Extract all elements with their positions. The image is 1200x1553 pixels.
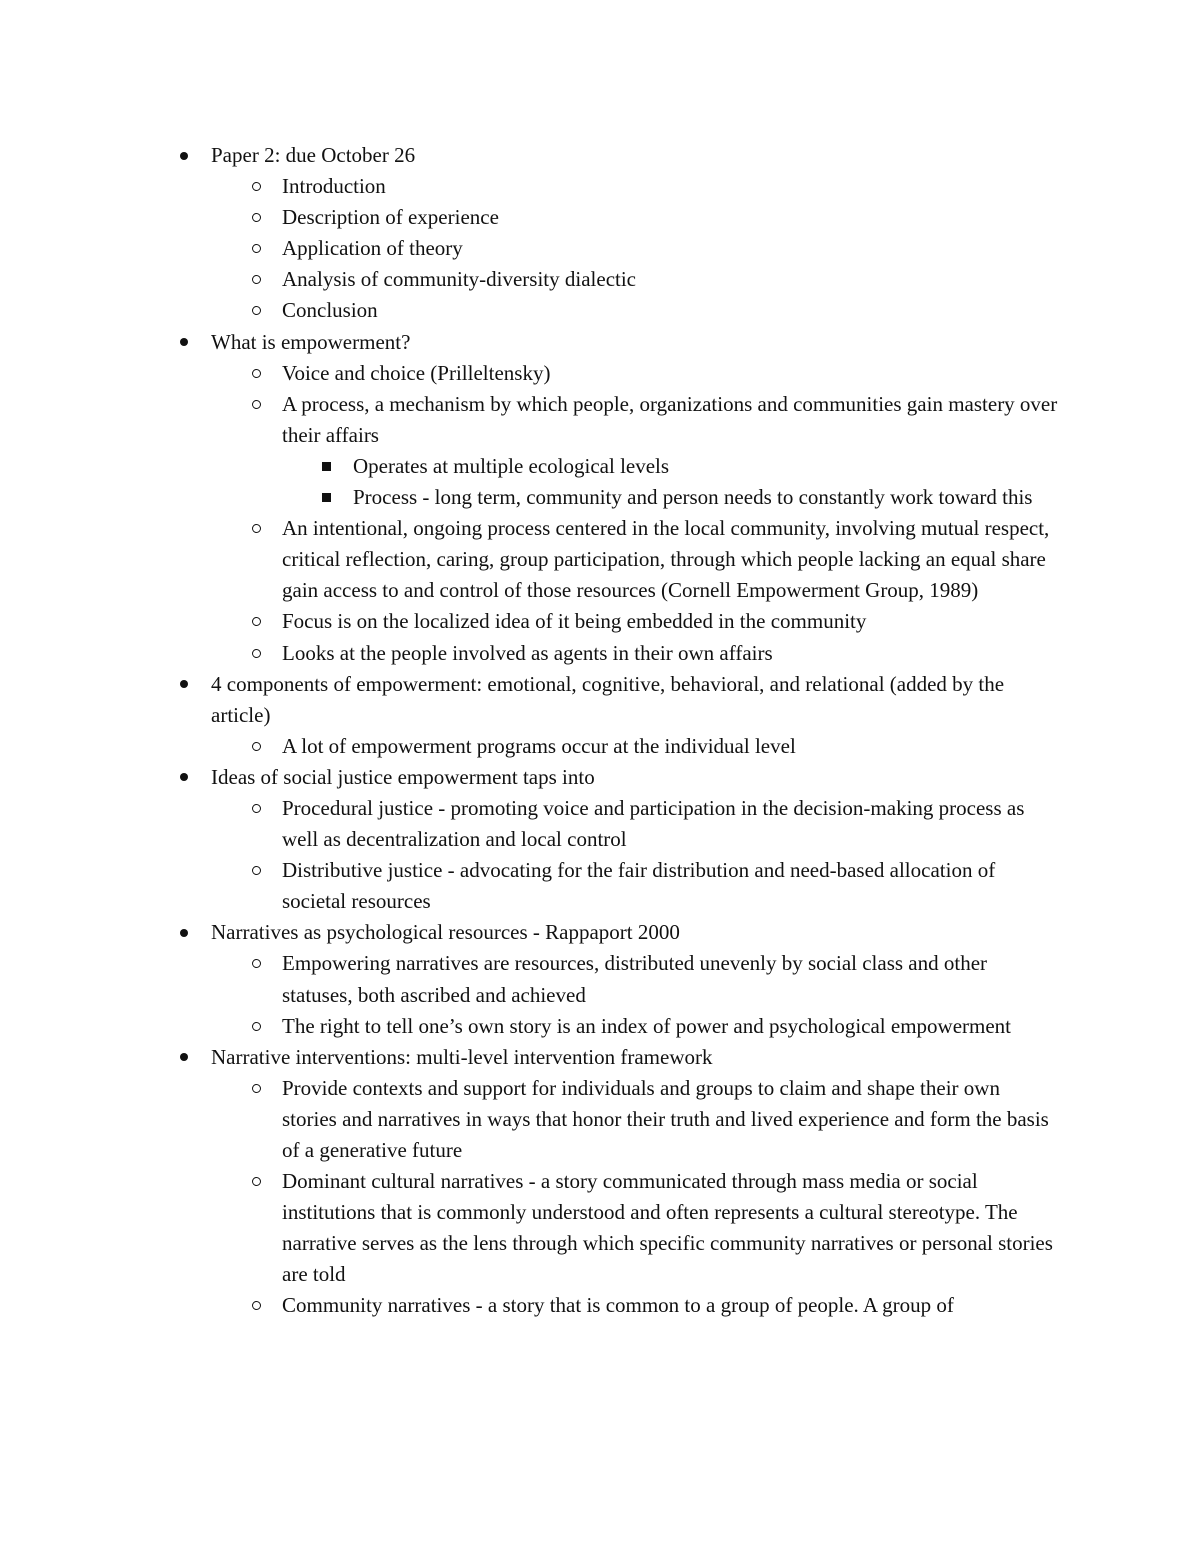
list-item-text: Community narratives - a story that is common to a group of people. A group of bbox=[282, 1293, 954, 1318]
hollow-circle-bullet-icon bbox=[246, 264, 266, 295]
hollow-circle-bullet-icon bbox=[246, 358, 266, 389]
hollow-circle-bullet-icon bbox=[246, 1290, 266, 1321]
list-item bbox=[0, 327, 1200, 358]
list-item-text: Narrative interventions: multi-level intervention framework bbox=[211, 1044, 713, 1069]
list-item-text: The right to tell one’s own story is an index of power and psychological empowerment bbox=[282, 1013, 1012, 1038]
list-item-text: An intentional, ongoing process centered in the local community, involving mutual respect, critical reflection, caring, group participation, through which people lacking an equal share gain access to and control of those resources (Cornell Empowerment Group, 1989) bbox=[282, 516, 1050, 603]
hollow-circle-bullet-icon bbox=[246, 202, 266, 233]
list-item bbox=[0, 202, 1200, 233]
list-item-text: Conclusion bbox=[282, 298, 378, 323]
list-item-text: Looks at the people involved as agents in their own affairs bbox=[282, 640, 773, 665]
list-item bbox=[0, 513, 1200, 606]
list-item-text: Analysis of community-diversity dialectic bbox=[282, 267, 637, 292]
list-item-text: Ideas of social justice empowerment taps into bbox=[211, 764, 595, 789]
list-item bbox=[0, 638, 1200, 669]
list-item-text: Provide contexts and support for individuals and groups to claim and shape their own stories and narratives in ways that honor their truth and lived experience and form the basis of a generative future bbox=[282, 1075, 1049, 1162]
list-item bbox=[0, 762, 1200, 793]
list-item bbox=[0, 233, 1200, 264]
list-item bbox=[0, 1166, 1200, 1290]
filled-circle-bullet-icon bbox=[174, 1042, 194, 1073]
hollow-circle-bullet-icon bbox=[246, 855, 266, 886]
list-item-text: Process - long term, community and person needs to constantly work toward this bbox=[353, 485, 1033, 510]
filled-circle-bullet-icon bbox=[174, 669, 194, 700]
hollow-circle-bullet-icon bbox=[246, 638, 266, 669]
list-item-text: Empowering narratives are resources, distributed unevenly by social class and other statuses, both ascribed and achieved bbox=[282, 951, 988, 1007]
list-item bbox=[0, 358, 1200, 389]
list-item bbox=[0, 171, 1200, 202]
list-item bbox=[0, 855, 1200, 917]
hollow-circle-bullet-icon bbox=[246, 731, 266, 762]
list-item bbox=[0, 793, 1200, 855]
list-item-text: A lot of empowerment programs occur at the individual level bbox=[282, 733, 796, 758]
list-item bbox=[0, 140, 1200, 171]
filled-circle-bullet-icon bbox=[174, 140, 194, 171]
list-item-text: Distributive justice - advocating for the fair distribution and need-based allocation of societal resources bbox=[282, 858, 996, 914]
list-item-text: Focus is on the localized idea of it being embedded in the community bbox=[282, 609, 867, 634]
list-item bbox=[0, 606, 1200, 637]
list-item bbox=[0, 669, 1200, 731]
list-item bbox=[0, 482, 1200, 513]
list-item bbox=[0, 1073, 1200, 1166]
hollow-circle-bullet-icon bbox=[246, 513, 266, 544]
filled-circle-bullet-icon bbox=[174, 327, 194, 358]
list-item-text: Narratives as psychological resources - Rappaport 2000 bbox=[211, 920, 680, 945]
filled-square-bullet-icon bbox=[316, 451, 336, 482]
hollow-circle-bullet-icon bbox=[246, 1166, 266, 1197]
list-item bbox=[0, 1290, 1200, 1321]
list-item-text: A process, a mechanism by which people, organizations and communities gain mastery over their affairs bbox=[282, 391, 1058, 447]
hollow-circle-bullet-icon bbox=[246, 793, 266, 824]
hollow-circle-bullet-icon bbox=[246, 1073, 266, 1104]
list-item-text: Application of theory bbox=[282, 236, 463, 261]
filled-circle-bullet-icon bbox=[174, 917, 194, 948]
list-item-text: Introduction bbox=[282, 174, 386, 199]
filled-square-bullet-icon bbox=[316, 482, 336, 513]
hollow-circle-bullet-icon bbox=[246, 171, 266, 202]
list-item-text: Paper 2: due October 26 bbox=[211, 143, 416, 167]
list-item bbox=[0, 948, 1200, 1010]
hollow-circle-bullet-icon bbox=[246, 233, 266, 264]
hollow-circle-bullet-icon bbox=[246, 606, 266, 637]
list-item bbox=[0, 731, 1200, 762]
list-item-text: Voice and choice (Prilleltensky) bbox=[282, 360, 551, 385]
list-item bbox=[0, 1011, 1200, 1042]
bulleted-notes-list bbox=[0, 140, 1200, 1322]
list-item-text: Dominant cultural narratives - a story communicated through mass media or social institutions that is commonly understood and often represents a cultural stereotype. The narrative serves as the lens through which specific community narratives or personal stories are told bbox=[282, 1169, 1053, 1287]
hollow-circle-bullet-icon bbox=[246, 389, 266, 420]
hollow-circle-bullet-icon bbox=[246, 295, 266, 326]
list-item-text: Description of experience bbox=[282, 205, 499, 230]
filled-circle-bullet-icon bbox=[174, 762, 194, 793]
list-item bbox=[0, 389, 1200, 451]
hollow-circle-bullet-icon bbox=[246, 948, 266, 979]
list-item bbox=[0, 295, 1200, 326]
list-item-text: 4 components of empowerment: emotional, cognitive, behavioral, and relational (added by the article) bbox=[211, 671, 1005, 727]
hollow-circle-bullet-icon bbox=[246, 1011, 266, 1042]
list-item-text: What is empowerment? bbox=[211, 329, 411, 354]
list-item-text: Procedural justice - promoting voice and participation in the decision-making process as well as decentralization and local control bbox=[282, 795, 1025, 852]
list-item bbox=[0, 451, 1200, 482]
list-item bbox=[0, 917, 1200, 948]
list-item-text: Operates at multiple ecological levels bbox=[353, 453, 670, 478]
list-item bbox=[0, 1042, 1200, 1073]
list-item bbox=[0, 264, 1200, 295]
